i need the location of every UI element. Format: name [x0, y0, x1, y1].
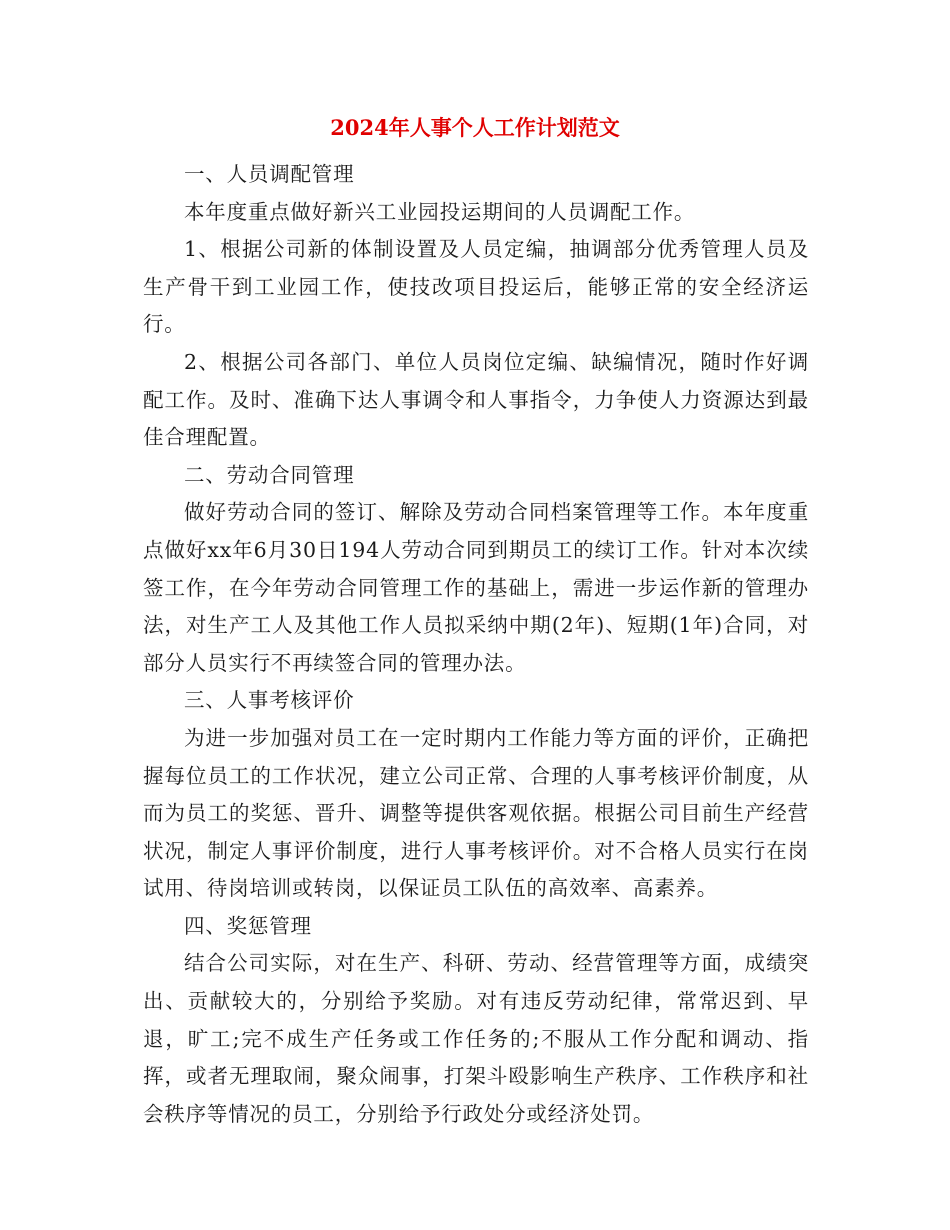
paragraph: 为进一步加强对员工在一定时期内工作能力等方面的评价，正确把握每位员工的工作状况，建立公司正常、合理的人事考核评价制度，从而为员工的奖惩、晋升、调整等提供客观依据。根据公司目前生产经营状况，制定人事评价制度，进行人事考核评价。对不合格人员实行在岗试用、待岗培训或转岗，以保证员工队伍的高效率、高素养。	[143, 725, 809, 901]
paragraph: 本年度重点做好新兴工业园投运期间的人员调配工作。	[184, 199, 696, 224]
paragraph: 2、根据公司各部门、单位人员岗位定编、缺编情况，随时作好调配工作。及时、准确下达人事调令和人事指令，力争使人力资源达到最佳合理配置。	[143, 349, 809, 450]
section-heading-evaluation: 三、人事考核评价	[184, 688, 355, 713]
paragraph: 结合公司实际，对在生产、科研、劳动、经营管理等方面，成绩突出、贡献较大的，分别给予奖励。对有违反劳动纪律，常常迟到、早退，旷工;完不成生产任务或工作任务的;不服从工作分配和调动、指挥，或者无理取闹，聚众闹事，打架斗殴影响生产秩序、工作秩序和社会秩序等情况的员工，分别给予行政处分或经济处罚。	[143, 951, 809, 1126]
paragraph: 做好劳动合同的签订、解除及劳动合同档案管理等工作。本年度重点做好xx年6月30日194人劳动合同到期员工的续订工作。针对本次续签工作，在今年劳动合同管理工作的基础上，需进一步运作新的管理办法，对生产工人及其他工作人员拟采纳中期(2年)、短期(1年)合同，对部分人员实行不再续签合同的管理办法。	[143, 500, 809, 675]
section-heading-staffing: 一、人员调配管理	[184, 162, 355, 186]
document-body	[143, 156, 809, 1133]
section-heading-rewards: 四、奖惩管理	[184, 913, 312, 938]
document-title: 2024年人事个人工作计划范文	[330, 115, 620, 140]
section-heading-labor-contract: 二、劳动合同管理	[184, 462, 355, 487]
paragraph: 1、根据公司新的体制设置及人员定编，抽调部分优秀管理人员及生产骨干到工业园工作，使技改项目投运后，能够正常的安全经济运行。	[143, 237, 809, 337]
